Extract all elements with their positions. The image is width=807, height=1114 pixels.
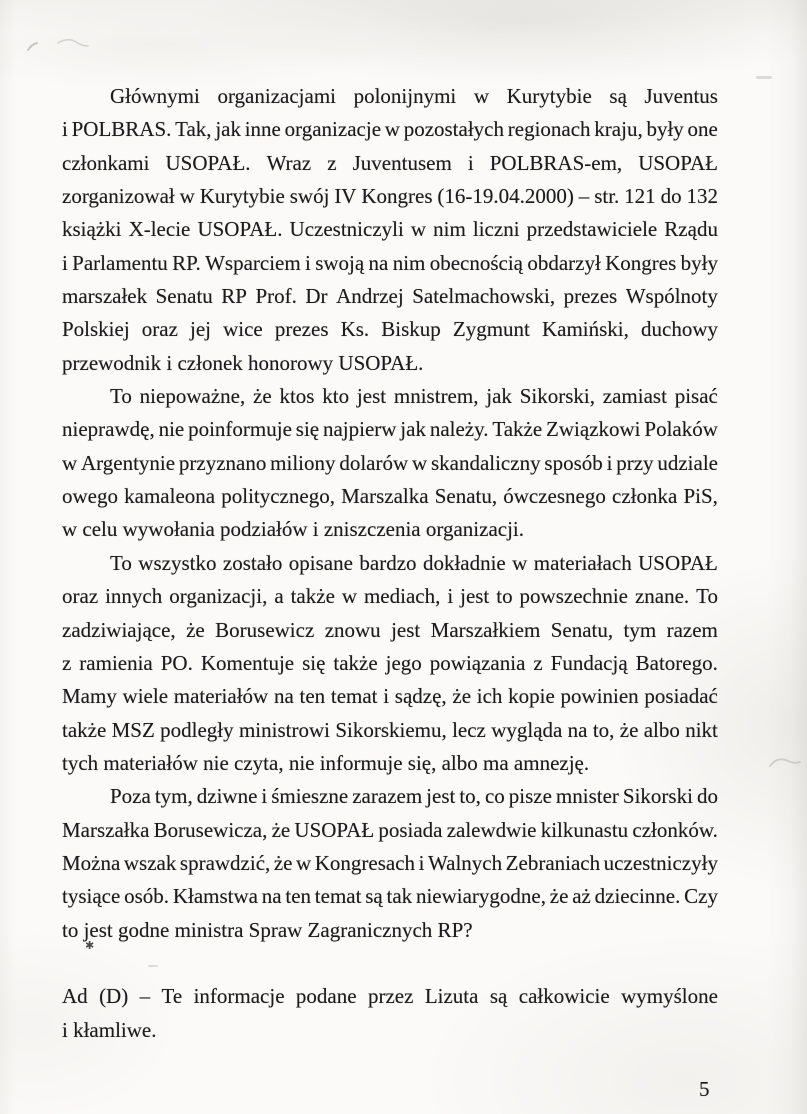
word: pisze: [508, 784, 552, 809]
word: oraz: [141, 317, 178, 342]
word: skandaliczny: [430, 450, 541, 475]
word: i: [467, 150, 474, 175]
word: Ad: [62, 984, 88, 1009]
text-line: [62, 547, 718, 580]
word: wszak: [123, 850, 177, 875]
word: i: [305, 250, 311, 275]
word: ktos: [279, 384, 315, 409]
word: inne: [244, 117, 281, 142]
paragraph: [62, 547, 718, 780]
word: To: [110, 550, 132, 575]
word: powiązania: [429, 650, 526, 675]
word: w: [384, 117, 400, 142]
word: to,: [592, 717, 615, 742]
word: zostało: [222, 550, 283, 575]
word: Te: [161, 984, 183, 1009]
word: i: [447, 584, 454, 609]
word: dokładnie: [422, 550, 506, 575]
text-line: w celu wywołania podziałów i zniszczenia organizacji.: [62, 517, 525, 542]
word: Wraz: [266, 150, 312, 175]
word: oraz: [62, 584, 99, 609]
word: Marszalka: [341, 484, 429, 509]
word: dziecinne.: [594, 884, 681, 909]
word: z: [62, 650, 72, 675]
word: Walnych: [428, 850, 503, 875]
word: Związkowi: [546, 417, 641, 442]
word: Sikorski,: [519, 384, 595, 409]
word: IV: [334, 184, 357, 209]
word: w: [512, 550, 528, 575]
word: wice: [223, 317, 263, 342]
word: należy.: [429, 417, 489, 442]
word: jej: [190, 317, 212, 342]
word: politycznego,: [221, 484, 335, 509]
word: książki: [62, 217, 122, 242]
word: były: [680, 250, 718, 275]
word: nim: [392, 250, 426, 275]
word: zarazem: [352, 784, 423, 809]
word: członków.: [632, 817, 718, 842]
word: znowu: [324, 617, 381, 642]
word: Kurytybie: [199, 184, 285, 209]
word: i: [383, 684, 390, 709]
word: Batorego.: [635, 650, 718, 675]
word: Prof.: [255, 284, 297, 309]
word: owego: [62, 484, 118, 509]
word: informacje: [193, 984, 285, 1009]
word: marszałek: [62, 284, 148, 309]
word: w: [341, 584, 358, 609]
word: na: [273, 684, 294, 709]
word: organizacjami: [217, 84, 336, 108]
word: zadziwiające,: [62, 617, 176, 642]
word: że: [452, 684, 472, 709]
word: tym: [623, 617, 657, 642]
text-line: tych materiałów nie czyta, nie informuje się, albo ma amnezję.: [62, 750, 590, 775]
word: także: [62, 717, 107, 742]
word: w: [296, 850, 312, 875]
word: Wsparciem: [205, 250, 301, 275]
page-number: 5: [699, 1077, 710, 1101]
word: wszystko: [138, 550, 217, 575]
word: Senatu,: [550, 617, 614, 642]
word: podane: [295, 984, 357, 1009]
word: w: [473, 84, 490, 108]
word: i: [418, 850, 425, 875]
word: osób.: [124, 884, 170, 909]
word: To: [110, 384, 132, 409]
word: materiałów: [173, 684, 269, 709]
word: całkowicie: [518, 984, 610, 1009]
word: –: [578, 184, 590, 209]
word: członkami: [62, 150, 150, 175]
word: PiS,: [683, 484, 718, 509]
text-line: to jest godne ministra Spraw Zagranicznych RP?: [62, 917, 473, 942]
word: podległy: [160, 717, 234, 742]
text-line: [62, 247, 718, 280]
word: na: [368, 250, 389, 275]
text-line: [62, 147, 718, 180]
word: i: [62, 117, 68, 142]
word: Komentuje: [200, 650, 295, 675]
paragraph: [62, 980, 718, 1047]
text-line: i kłamliwe.: [62, 1017, 157, 1042]
word: sprawdzić,: [179, 850, 271, 875]
word: kilkunastu: [540, 817, 629, 842]
word: zorganizował: [62, 184, 175, 209]
word: lecz: [452, 717, 486, 742]
word: tym,: [154, 784, 193, 809]
word: (D): [99, 984, 129, 1009]
word: sposób: [544, 450, 603, 475]
word: przedstawiciele: [526, 217, 658, 242]
word: mnistrem,: [393, 384, 479, 409]
word: wiele: [122, 684, 169, 709]
word: razem: [666, 617, 718, 642]
word: Dr: [305, 284, 328, 309]
word: RP: [221, 284, 247, 309]
text-line: [62, 814, 718, 847]
word: że: [619, 717, 639, 742]
word: jak: [486, 384, 512, 409]
word: swoją: [315, 250, 365, 275]
word: Poza: [110, 784, 151, 809]
word: Wspólnoty: [625, 284, 718, 309]
word: najpierw: [322, 417, 397, 442]
word: członka: [612, 484, 678, 509]
word: uczestniczyły: [603, 850, 718, 875]
word: niewiarygodne,: [415, 884, 546, 909]
word: że: [273, 850, 293, 875]
word: innych: [105, 584, 163, 609]
word: Sikorski: [622, 784, 693, 809]
word: jego: [385, 650, 422, 675]
word: przy: [616, 450, 654, 475]
text-line: [62, 847, 718, 880]
word: kto: [322, 384, 350, 409]
word: prezes: [563, 284, 618, 309]
word: aż: [572, 884, 591, 909]
word: To: [696, 584, 718, 609]
text-line: [62, 113, 718, 146]
word: nie: [158, 417, 185, 442]
word: Kurytybie: [506, 84, 592, 108]
word: organizacje: [284, 117, 382, 142]
word: pozostałych: [403, 117, 504, 142]
word: Rządu: [664, 217, 718, 242]
word: MSZ: [111, 717, 155, 742]
word: powinien: [560, 684, 639, 709]
word: obdarzył: [527, 250, 601, 275]
ink-speck: ✱: [85, 940, 95, 952]
paragraph: [62, 780, 718, 952]
word: się: [302, 650, 326, 675]
word: są: [609, 84, 627, 108]
word: regionach: [507, 117, 591, 142]
word: bardzo: [359, 550, 417, 575]
word: USOPAŁ: [638, 150, 718, 175]
word: USOPAŁ.: [197, 217, 283, 242]
word: dolarów: [339, 450, 409, 475]
text-line: [62, 280, 718, 313]
word: że: [186, 617, 205, 642]
word: zalewdwie: [446, 817, 537, 842]
text-line: [62, 413, 718, 446]
word: swój: [289, 184, 330, 209]
word: 121: [624, 184, 656, 209]
word: Lizuta: [424, 984, 479, 1009]
text-line: [62, 80, 718, 113]
word: mediach,: [363, 584, 441, 609]
word: liczni: [472, 217, 520, 242]
word: powszechnie: [519, 584, 628, 609]
word: w: [410, 217, 427, 242]
word: w: [411, 450, 428, 475]
word: z: [533, 650, 543, 675]
word: ten: [299, 684, 326, 709]
word: pisać: [674, 384, 718, 409]
word: mnister: [555, 784, 619, 809]
word: na: [261, 884, 282, 909]
word: to: [496, 584, 513, 609]
word: organizacji,: [169, 584, 268, 609]
word: że: [253, 384, 272, 409]
word: polonijnymi: [353, 84, 457, 108]
word: śmieszne: [271, 784, 349, 809]
word: Polskiej: [62, 317, 130, 342]
word: ministrowi: [238, 717, 330, 742]
scan-smudge-small: [148, 965, 158, 967]
word: Fundacją: [550, 650, 628, 675]
word: Głównymi: [110, 84, 200, 108]
word: (16-19.04.2000): [437, 184, 574, 209]
word: niepoważne,: [139, 384, 246, 409]
word: Uczestniczyli: [289, 217, 404, 242]
text-line: [62, 614, 718, 647]
word: tysiące: [62, 884, 121, 909]
word: Biskup: [381, 317, 441, 342]
word: –: [139, 984, 151, 1009]
word: USOPAŁ: [638, 550, 718, 575]
word: temat: [314, 884, 362, 909]
word: nieprawdę,: [62, 417, 155, 442]
word: przyznano: [178, 450, 267, 475]
word: Zebraniach: [505, 850, 601, 875]
word: znane.: [634, 584, 690, 609]
word: a: [274, 584, 284, 609]
word: udziale: [657, 450, 718, 475]
page-text: [62, 80, 718, 1047]
word: na: [567, 717, 588, 742]
word: Zygmunt: [452, 317, 530, 342]
word: miliony: [270, 450, 336, 475]
text-line: [62, 380, 718, 413]
word: jak: [215, 117, 241, 142]
word: RP.: [172, 250, 201, 275]
text-line: przewodnik i członek honorowy USOPAŁ.: [62, 350, 424, 375]
word: zamiast: [602, 384, 667, 409]
word: także: [290, 584, 335, 609]
word: jest: [426, 784, 456, 809]
word: i: [261, 784, 268, 809]
text-line: [62, 680, 718, 713]
text-line: [62, 580, 718, 613]
text-line: [62, 780, 718, 813]
word: USOPAŁ: [294, 817, 375, 842]
text-line: [62, 313, 718, 346]
word: że: [271, 817, 291, 842]
word: co: [484, 784, 505, 809]
word: ich: [476, 684, 503, 709]
word: posiada: [378, 817, 443, 842]
word: Tak,: [175, 117, 212, 142]
word: USOPAŁ.: [165, 150, 251, 175]
word: Kongres: [605, 250, 677, 275]
word: ówczesnego: [503, 484, 606, 509]
word: Ks.: [340, 317, 370, 342]
word: kopie: [508, 684, 555, 709]
word: do: [660, 184, 682, 209]
pencil-smudge-mark: [24, 34, 102, 58]
word: Mamy: [62, 684, 117, 709]
word: ramienia: [79, 650, 153, 675]
word: z: [327, 150, 337, 175]
word: str.: [594, 184, 620, 209]
word: Marszałkiem: [430, 617, 541, 642]
word: Juventusem: [352, 150, 452, 175]
page-crease-mark: [768, 752, 802, 774]
word: 132: [686, 184, 718, 209]
word: wymyślone: [621, 984, 718, 1009]
word: Senatu: [155, 284, 213, 309]
paragraph: [62, 380, 718, 547]
word: one: [687, 117, 718, 142]
word: albo: [643, 717, 680, 742]
word: obecnością: [429, 250, 523, 275]
text-line: [62, 180, 718, 213]
word: Borusewicza,: [153, 817, 268, 842]
word: wygląda: [491, 717, 563, 742]
word: Można: [62, 850, 121, 875]
word: i: [62, 250, 68, 275]
text-line: [62, 447, 718, 480]
word: są: [365, 884, 383, 909]
word: duchowy: [641, 317, 718, 342]
word: także: [333, 650, 378, 675]
word: kamaleona: [124, 484, 216, 509]
word: poinformuje: [188, 417, 292, 442]
word: się: [295, 417, 320, 442]
word: Argentynie: [80, 450, 176, 475]
word: POLBRAS.: [71, 117, 172, 142]
word: Kongresach: [314, 850, 416, 875]
word: były: [646, 117, 684, 142]
word: prezes: [274, 317, 329, 342]
text-line: [62, 980, 718, 1013]
word: jest: [460, 584, 490, 609]
word: Borusewicz: [215, 617, 315, 642]
word: Marszałka: [62, 817, 150, 842]
word: dziwne: [196, 784, 258, 809]
word: są: [489, 984, 508, 1009]
word: Kłamstwa: [172, 884, 258, 909]
text-line: [62, 480, 718, 513]
word: to,: [459, 784, 481, 809]
word: tak: [386, 884, 413, 909]
word: w: [179, 184, 195, 209]
word: jak: [400, 417, 426, 442]
word: PO.: [160, 650, 193, 675]
word: sądzę,: [394, 684, 447, 709]
word: temat: [330, 684, 378, 709]
word: jest: [356, 384, 387, 409]
word: Polaków: [644, 417, 718, 442]
word: posiadać: [644, 684, 718, 709]
word: Andrzej: [336, 284, 404, 309]
word: Senatu,: [434, 484, 498, 509]
word: jest: [391, 617, 421, 642]
word: nikt: [685, 717, 718, 742]
word: przez: [367, 984, 414, 1009]
word: kraju,: [594, 117, 643, 142]
word: X-lecie: [128, 217, 191, 242]
word: Czy: [684, 884, 718, 909]
text-line: [62, 213, 718, 246]
word: Także: [492, 417, 543, 442]
text-line: [62, 714, 718, 747]
word: POLBRAS-em,: [489, 150, 623, 175]
word: i: [606, 450, 613, 475]
word: Kamiński,: [541, 317, 629, 342]
word: Sikorskiemu,: [335, 717, 447, 742]
word: w: [62, 450, 78, 475]
word: że: [549, 884, 569, 909]
text-line: [62, 880, 718, 913]
word: Parlamentu: [72, 250, 168, 275]
word: do: [696, 784, 718, 809]
word: Satelmachowski,: [412, 284, 556, 309]
word: nim: [433, 217, 466, 242]
word: opisane: [288, 550, 353, 575]
word: ten: [285, 884, 312, 909]
paragraph: [62, 80, 718, 380]
word: Juventus: [644, 84, 718, 108]
word: Kongres: [361, 184, 433, 209]
word: materiałach: [533, 550, 632, 575]
text-line: [62, 647, 718, 680]
scan-smudge: [756, 76, 772, 79]
